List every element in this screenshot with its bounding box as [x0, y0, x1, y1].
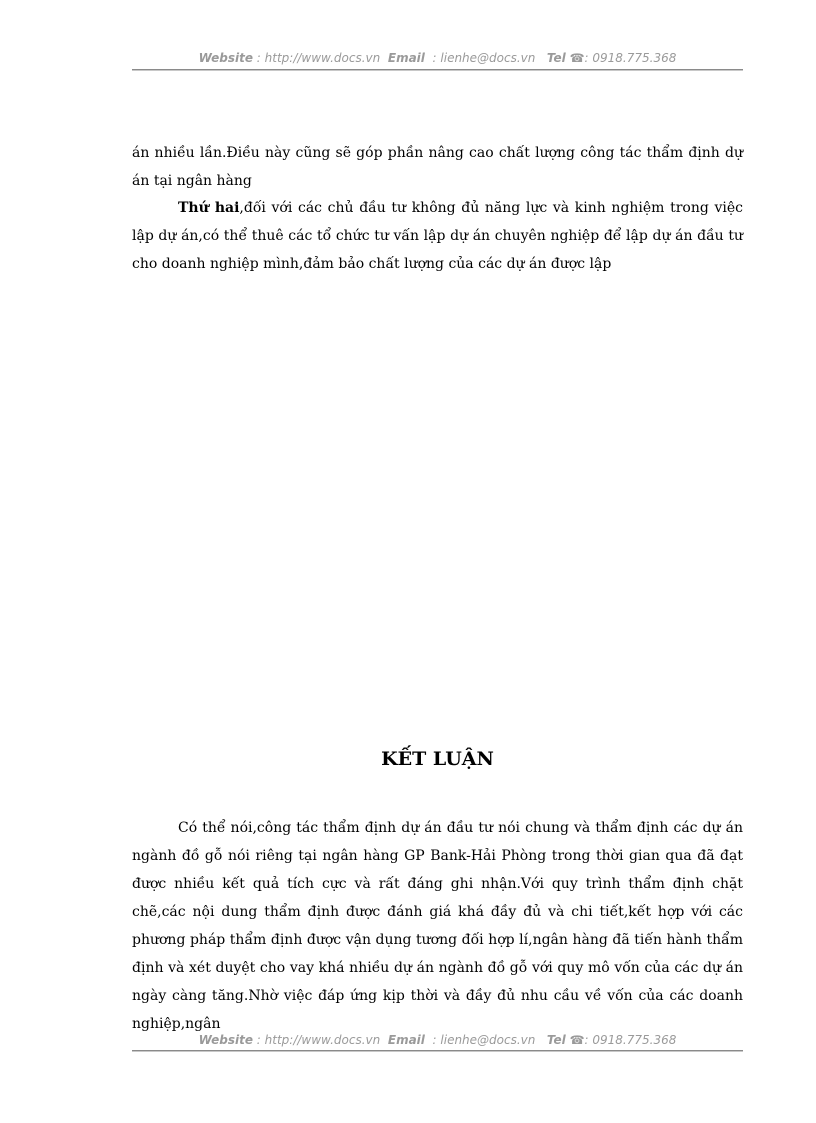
header-website-url[interactable]: : http://www.docs.vn: [256, 51, 381, 65]
body-paragraph-1: án nhiều lần.Điều này cũng sẽ góp phần nâng cao chất lượng công tác thẩm định dự án tại ngân hàng: [132, 145, 743, 189]
header-divider: [132, 69, 743, 71]
phone-icon: ☎: [569, 1033, 585, 1047]
footer-tel-label: Tel: [546, 1033, 566, 1047]
conclusion-paragraph: Có thể nói,công tác thẩm định dự án đầu tư nói chung và thẩm định các dự án ngành đồ gỗ nói riêng tại ngân hàng GP Bank-Hải Phòng trong thời gian qua đã đạt được nhiều kết quả tích cực và rất đáng ghi nhận.Với quy trình thẩm định chặt chẽ,các nội dung thẩm định được đánh giá khá đầy đủ và chi tiết,kết hợp với các phương pháp thẩm định được vận dụng tương đối hợp lí,ngân hàng đã tiến hành thẩm định và xét duyệt cho vay khá nhiều dự án ngành đồ gỗ với quy mô vốn của các dự án ngày càng tăng.Nhờ việc đáp ứng kịp thời và đầy đủ nhu cầu về vốn của các doanh nghiệp,ngân: [132, 820, 743, 1032]
header-tel-number: : 0918.775.368: [584, 51, 677, 65]
header-website-label: Website: [198, 51, 253, 65]
paragraph-2-lead: Thứ hai: [178, 200, 240, 216]
paragraph-2-text: ,đối với các chủ đầu tư không đủ năng lực và kinh nghiệm trong việc lập dự án,có thể thuê các tổ chức tư vấn lập dự án chuyên nghiệp để lập dự án đầu tư cho doanh nghiệp mình,đảm bảo chất lượng của các dự án được lập: [132, 200, 743, 272]
header-email-address[interactable]: : lienhe@docs.vn: [432, 51, 536, 65]
section-title: KẾT LUẬN: [381, 748, 494, 770]
footer-email-label: Email: [387, 1033, 425, 1047]
header-tel-label: Tel: [546, 51, 566, 65]
footer-tel-number: : 0918.775.368: [584, 1033, 677, 1047]
page-footer: [132, 1033, 743, 1047]
header-email-label: Email: [387, 51, 425, 65]
footer-email-address[interactable]: : lienhe@docs.vn: [432, 1033, 536, 1047]
page-header: [132, 51, 743, 65]
footer-website-url[interactable]: : http://www.docs.vn: [256, 1033, 381, 1047]
body-paragraph-2: [132, 194, 743, 278]
phone-icon: ☎: [569, 51, 585, 65]
footer-divider: [132, 1050, 743, 1052]
footer-website-label: Website: [198, 1033, 253, 1047]
